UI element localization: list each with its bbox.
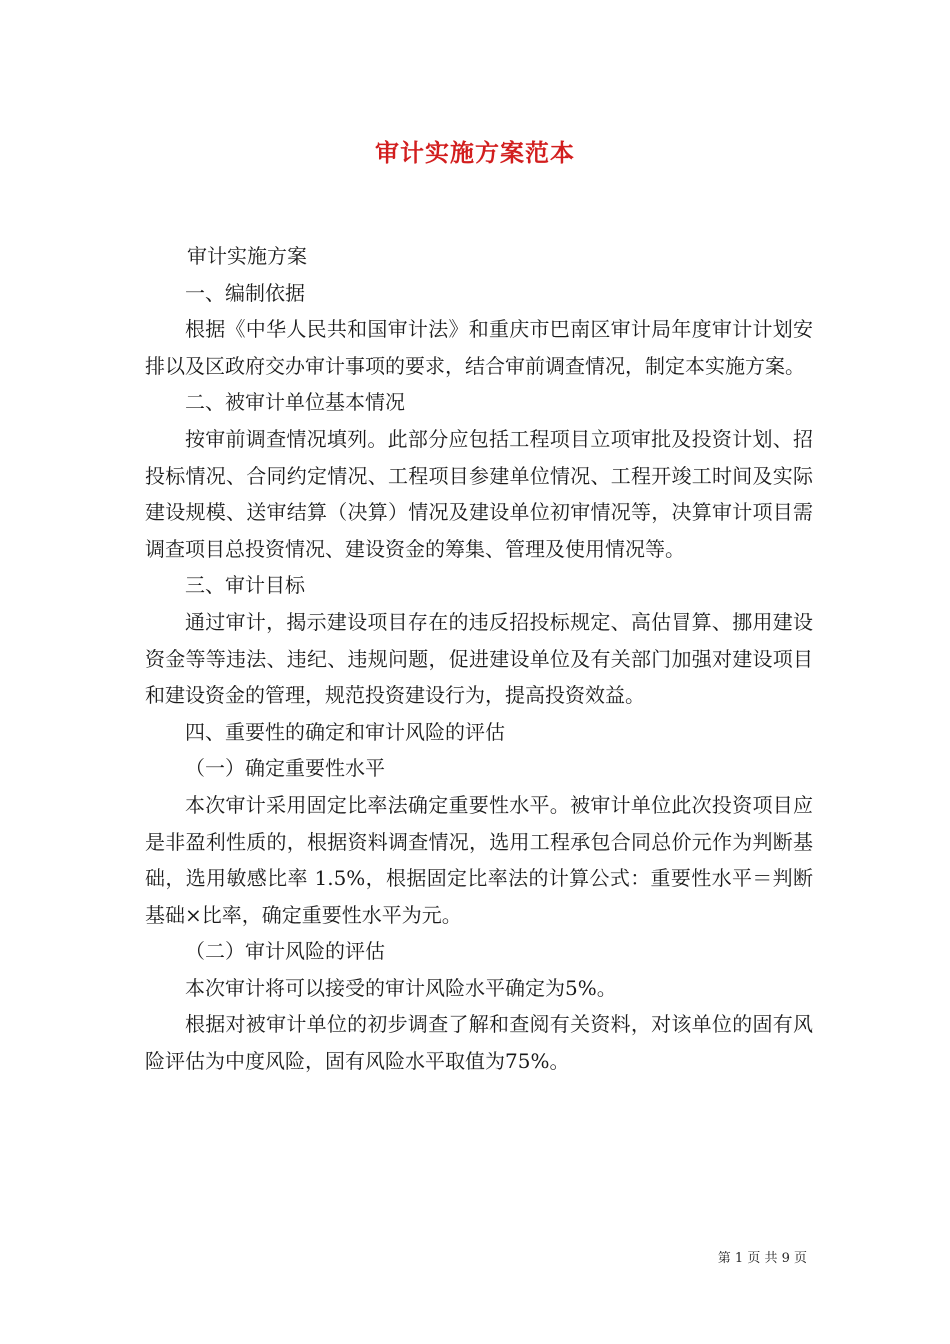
section-heading-3: 三、审计目标: [185, 573, 305, 598]
paragraph-heading: 审计实施方案: [187, 244, 307, 268]
paragraph: 根据对被审计单位的初步调查了解和查阅有关资料，对该单位的固有风险评估为中度风险，固有风险水平取值为75%。: [145, 1012, 813, 1074]
section-heading-2: 二、被审计单位基本情况: [185, 390, 405, 415]
paragraph: 本次审计采用固定比率法确定重要性水平。被审计单位此次投资项目应是非盈利性质的，根据资料调查情况，选用工程承包合同总价元作为判断基础，选用敏感比率 1.5%，根据固定比率法的计算公式：重要性水平＝判断基础×比率，确定重要性水平为元。: [145, 792, 813, 927]
subsection-heading-2: （二）审计风险的评估: [185, 939, 385, 964]
page-number-footer: 第 1 页 共 9 页: [717, 1251, 807, 1266]
section-heading-1: 一、编制依据: [185, 280, 305, 305]
section-heading-4: 四、重要性的确定和审计风险的评估: [185, 719, 505, 744]
paragraph: 按审前调查情况填列。此部分应包括工程项目立项审批及投资计划、招投标情况、合同约定情况、工程项目参建单位情况、工程开竣工时间及实际建设规模、送审结算（决算）情况及建设单位初审情况等，决算审计项目需调查项目总投资情况、建设资金的筹集、管理及使用情况等。: [145, 426, 813, 561]
document-body: [145, 238, 813, 1080]
paragraph: 本次审计将可以接受的审计风险水平确定为5%。: [185, 975, 617, 1000]
subsection-heading-1: （一）确定重要性水平: [185, 756, 385, 781]
paragraph: 通过审计，揭示建设项目存在的违反招投标规定、高估冒算、挪用建设资金等等违法、违纪、违规问题，促进建设单位及有关部门加强对建设项目和建设资金的管理，规范投资建设行为，提高投资效益。: [145, 609, 813, 708]
paragraph: 根据《中华人民共和国审计法》和重庆市巴南区审计局年度审计计划安排以及区政府交办审计事项的要求，结合审前调查情况，制定本实施方案。: [145, 317, 813, 378]
document-title: 审计实施方案范本: [375, 138, 575, 167]
